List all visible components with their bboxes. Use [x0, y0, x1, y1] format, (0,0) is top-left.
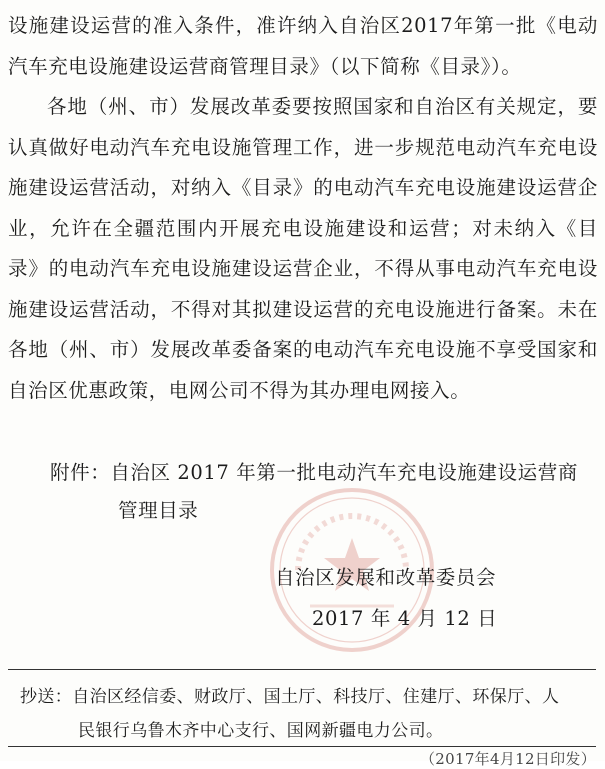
- attachment-line-1: [50, 454, 595, 492]
- cc-label: 抄送：: [20, 687, 73, 707]
- cc-recipients-1: 自治区经信委、财政厅、国土厅、科技厅、住建厅、环保厅、人: [72, 687, 560, 707]
- divider-bottom: [8, 746, 596, 747]
- attachment-label: 附件：: [50, 461, 111, 484]
- print-date-cutoff: （2017年4月12日印发）: [420, 750, 597, 768]
- divider-top: [8, 669, 596, 670]
- cc-line-1: [20, 680, 598, 714]
- paragraph-1: 设施建设运营的准入条件，准许纳入自治区2017年第一批《电动汽车充电设施建设运营商管理目录》（以下简称《目录》）。: [8, 14, 598, 78]
- issuing-authority: 自治区发展和改革委员会: [275, 566, 497, 589]
- attachment-block: [50, 454, 595, 530]
- body-text: [8, 6, 598, 411]
- issue-date: 2017 年 4 月 12 日: [312, 607, 498, 630]
- attachment-title: 自治区 2017 年第一批电动汽车充电设施建设运营商: [110, 461, 578, 484]
- paragraph-2: 各地（州、市）发展改革委要按照国家和自治区有关规定，要认真做好电动汽车充电设施管理工作，进一步规范电动汽车充电设施建设运营活动，对纳入《目录》的电动汽车充电设施建设运营企业，允许在全疆范围内开展充电设施建设和运营；对未纳入《目录》的电动汽车充电设施建设运营企业，不得从事电动汽车充电设施建设运营活动，不得对其拟建设运营的充电设施进行备案。未在各地（州、市）发展改革委备案的电动汽车充电设施不享受国家和自治区优惠政策，电网公司不得为其办理电网接入。: [8, 95, 598, 402]
- attachment-line-2: 管理目录: [118, 499, 199, 522]
- cc-block: [20, 680, 598, 748]
- cc-recipients-2: 民银行乌鲁木齐中心支行、国网新疆电力公司。: [78, 721, 444, 741]
